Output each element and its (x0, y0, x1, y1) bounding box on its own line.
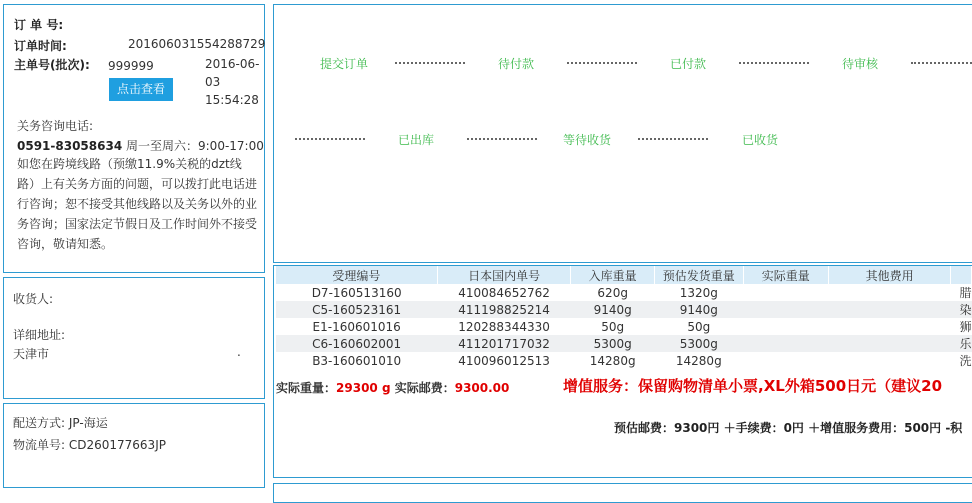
cell-actual-weight (743, 335, 828, 352)
col-header-other-fees: 其他费用 (829, 266, 951, 284)
customs-hours: 周一至周六：9:00-17:00 (122, 139, 264, 153)
customs-note: 如您在跨境线路（预缴11.9%关税的dzt线路）上有关务方面的问题，可以拨打此电话进行咨询；恕不接受其他线路以及关务以外的业务咨询；国家法定节假日及工作时间外不接受咨询，敬请知悉。 (17, 157, 258, 251)
order-time-value: 201606031554288729 (128, 37, 266, 51)
parcel-table (276, 266, 972, 369)
step-connector (567, 62, 637, 64)
customs-consult-label: 关务咨询电话: (17, 119, 94, 133)
weight-postage-summary (276, 379, 509, 396)
step-connector (638, 138, 708, 140)
cell-japan-tracking-no: 411198825214 (437, 301, 571, 318)
cell-japan-tracking-no: 410084652762 (458, 285, 550, 300)
cell-inbound-weight: 14280g (589, 353, 636, 368)
table-header-row (276, 266, 972, 284)
cell-actual-weight (743, 318, 828, 335)
customs-phone-line (17, 137, 264, 154)
step-shipped-out: 已出库 (398, 133, 435, 147)
order-date-line1: 2016-06- (205, 57, 260, 71)
step-pending-review: 待审核 (842, 57, 879, 71)
customs-phone: 0591-83058634 (17, 139, 123, 153)
cell-inbound-weight: 50g (601, 319, 625, 334)
next-panel (273, 483, 972, 503)
view-details-button[interactable]: 点击查看 (109, 78, 173, 101)
col-header-japan-tracking-no: 日本国内单号 (437, 266, 571, 284)
step-connector (911, 62, 972, 64)
step-received: 已收货 (742, 133, 779, 147)
cell-other-fees (829, 335, 951, 352)
step-connector (467, 138, 537, 140)
col-header-extra (951, 266, 972, 284)
cell-inbound-weight: 9140g (571, 301, 655, 318)
cell-other-fees (829, 318, 951, 335)
actual-weight-value: 29300 g (336, 381, 391, 395)
cell-extra: 染 (951, 301, 972, 318)
actual-postage-label: 实际邮费： (390, 381, 455, 395)
col-header-actual-weight: 实际重量 (743, 266, 828, 284)
cell-japan-tracking-no: 411201717032 (437, 335, 571, 352)
order-date-line2: 03 (205, 75, 221, 89)
cell-acceptance-no: C6-160602001 (276, 335, 437, 352)
col-header-inbound-weight: 入库重量 (571, 266, 655, 284)
table-row (276, 301, 972, 318)
address-dot: . (237, 345, 241, 359)
step-connector (395, 62, 465, 64)
cell-inbound-weight: 620g (597, 285, 628, 300)
cell-actual-weight (743, 301, 828, 318)
cell-japan-tracking-no: 410096012513 (458, 353, 550, 368)
value-added-service: 增值服务：保留购物清单小票,XL外箱500日元（建议20 (563, 377, 943, 395)
cell-estimated-weight: 50g (687, 319, 711, 334)
cell-extra: 腊 (959, 286, 972, 300)
order-no-label: 订 单 号: (14, 18, 64, 32)
shipping-method: 配送方式: JP-海运 (13, 416, 108, 430)
step-paid: 已付款 (670, 57, 707, 71)
step-connector (295, 138, 365, 140)
cell-acceptance-no: C5-160523161 (276, 301, 437, 318)
cell-estimated-weight: 5300g (655, 335, 744, 352)
cell-acceptance-no: D7-160513160 (311, 285, 402, 300)
table-row (276, 318, 972, 335)
address-label: 详细地址: (13, 328, 66, 342)
fee-breakdown: 预估邮费：9300円 ＋手续费：0円 ＋增值服务费用：500円 -积 (614, 421, 963, 435)
cell-extra: 洗 (959, 354, 972, 368)
tracking-number: 物流单号: CD260177663JP (13, 438, 166, 452)
actual-postage-value: 9300.00 (454, 381, 510, 395)
cell-acceptance-no: B3-160601010 (312, 353, 402, 368)
step-awaiting-receipt: 等待收货 (563, 133, 612, 147)
step-submit-order: 提交订单 (320, 57, 369, 71)
col-header-estimated-weight: 预估发货重量 (655, 266, 744, 284)
step-awaiting-payment: 待付款 (498, 57, 535, 71)
table-row (276, 284, 972, 301)
cell-acceptance-no: E1-160601016 (312, 319, 401, 334)
cell-extra: 狮 (959, 320, 972, 334)
cell-other-fees (829, 284, 951, 301)
master-no-value: 999999 (108, 59, 154, 73)
order-time-label: 订单时间: (14, 39, 67, 53)
step-connector (739, 62, 809, 64)
cell-inbound-weight: 5300g (571, 335, 655, 352)
cell-other-fees (829, 352, 951, 369)
cell-other-fees (829, 301, 951, 318)
cell-estimated-weight: 1320g (679, 285, 718, 300)
order-progress-panel (273, 4, 972, 263)
cell-japan-tracking-no: 120288344330 (458, 319, 550, 334)
col-header-acceptance-no: 受理编号 (276, 266, 437, 284)
master-no-label: 主单号(批次): (14, 58, 90, 72)
cell-actual-weight (743, 352, 828, 369)
receiver-label: 收货人: (13, 292, 54, 306)
cell-estimated-weight: 9140g (655, 301, 744, 318)
cell-extra: 乐 (951, 335, 972, 352)
address-value: 天津市 (13, 347, 50, 361)
cell-estimated-weight: 14280g (675, 353, 722, 368)
table-row (276, 352, 972, 369)
cell-actual-weight (743, 284, 828, 301)
order-date-line3: 15:54:28 (205, 93, 259, 107)
actual-weight-label: 实际重量： (276, 381, 337, 395)
table-row (276, 335, 972, 352)
